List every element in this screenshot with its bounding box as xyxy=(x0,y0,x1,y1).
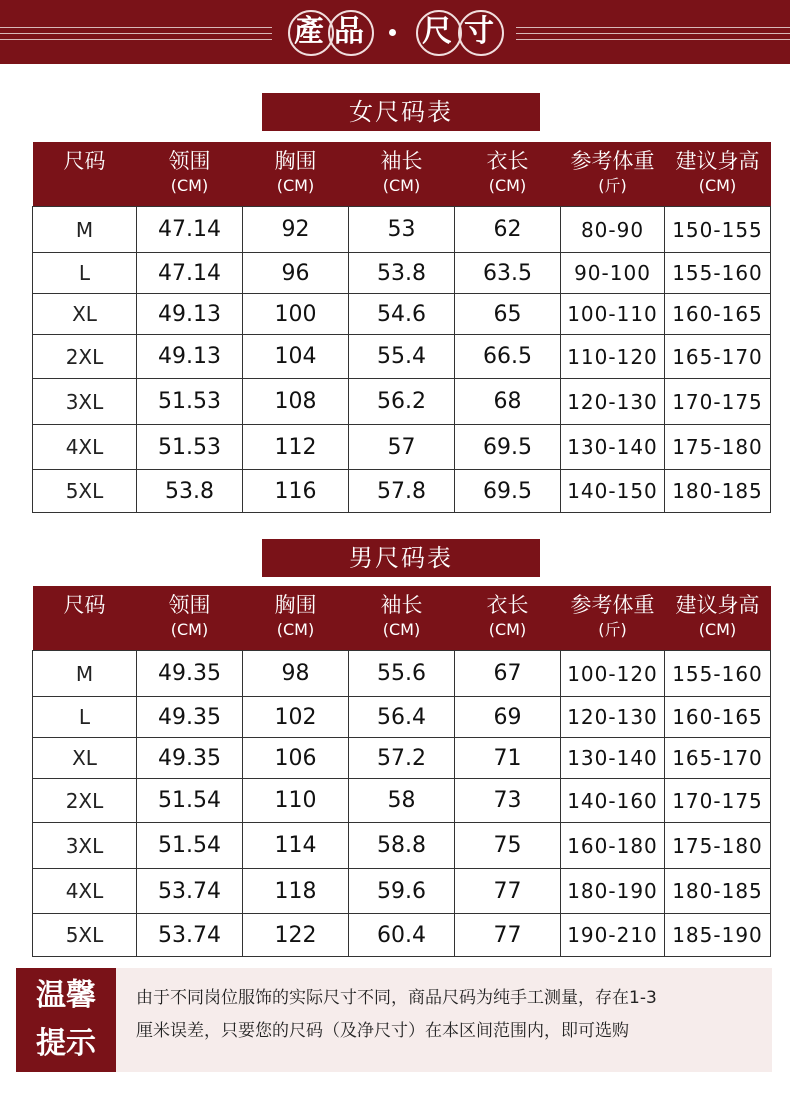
table-cell: 58 xyxy=(349,779,455,823)
table-cell: 77 xyxy=(455,914,561,957)
table-cell: 165-170 xyxy=(665,738,771,779)
table-cell: 51.53 xyxy=(137,425,243,470)
table-cell: 47.14 xyxy=(137,253,243,294)
table-cell: 106 xyxy=(243,738,349,779)
table-cell: 53.74 xyxy=(137,914,243,957)
table-cell: 2XL xyxy=(33,335,137,379)
table-cell: 2XL xyxy=(33,779,137,823)
column-header-unit: (CM) xyxy=(382,176,421,195)
column-header-label: 参考体重 xyxy=(570,149,655,173)
table-cell: 63.5 xyxy=(455,253,561,294)
table-cell: 185-190 xyxy=(665,914,771,957)
column-header xyxy=(243,586,349,651)
table-cell: 55.6 xyxy=(349,651,455,697)
header-divider xyxy=(516,33,790,34)
table-cell: 4XL xyxy=(33,425,137,470)
table-row xyxy=(33,738,771,779)
table-cell: 122 xyxy=(243,914,349,957)
table-cell: 67 xyxy=(455,651,561,697)
table-cell: 155-160 xyxy=(665,253,771,294)
table-cell: 47.14 xyxy=(137,207,243,253)
table-row xyxy=(33,379,771,425)
table-cell: 120-130 xyxy=(561,697,665,738)
column-header-label: 尺码 xyxy=(63,149,106,173)
column-header xyxy=(33,142,137,207)
column-header xyxy=(561,142,665,207)
table-cell: 59.6 xyxy=(349,869,455,914)
column-header-label: 袖长 xyxy=(380,593,423,617)
table-row xyxy=(33,697,771,738)
table-cell: 53 xyxy=(349,207,455,253)
table-cell: 80-90 xyxy=(561,207,665,253)
table-cell: XL xyxy=(33,738,137,779)
table-cell: 51.54 xyxy=(137,823,243,869)
tips-label-line: 提示 xyxy=(36,1026,96,1061)
header-dot xyxy=(389,29,396,36)
column-header-label: 尺码 xyxy=(63,593,106,617)
table-cell: 71 xyxy=(455,738,561,779)
column-header-label: 袖长 xyxy=(380,149,423,173)
table-cell: 77 xyxy=(455,869,561,914)
men-size-chart-title: 男尺码表 xyxy=(262,539,540,577)
table-cell: 112 xyxy=(243,425,349,470)
table-cell: 120-130 xyxy=(561,379,665,425)
table-cell: 69.5 xyxy=(455,425,561,470)
table-cell: 65 xyxy=(455,294,561,335)
column-header-unit: (CM) xyxy=(488,620,527,639)
table-cell: 58.8 xyxy=(349,823,455,869)
table-cell: 175-180 xyxy=(665,823,771,869)
table-cell: 49.35 xyxy=(137,738,243,779)
column-header xyxy=(665,142,771,207)
tips-text-line: 厘米误差，只要您的尺码（及净尺寸）在本区间范围内，即可选购 xyxy=(136,1021,629,1041)
table-cell: 104 xyxy=(243,335,349,379)
table-cell: 180-185 xyxy=(665,869,771,914)
table-cell: L xyxy=(33,697,137,738)
table-cell: 53.8 xyxy=(349,253,455,294)
table-cell: 5XL xyxy=(33,914,137,957)
header-divider xyxy=(516,39,790,40)
table-cell: 175-180 xyxy=(665,425,771,470)
tips-label xyxy=(16,968,116,1072)
table-header-row xyxy=(33,142,771,207)
table-cell: 114 xyxy=(243,823,349,869)
table-cell: XL xyxy=(33,294,137,335)
table-cell: 108 xyxy=(243,379,349,425)
header-divider xyxy=(0,27,272,28)
table-row xyxy=(33,869,771,914)
table-cell: 3XL xyxy=(33,823,137,869)
table-row xyxy=(33,651,771,697)
table-cell: 96 xyxy=(243,253,349,294)
table-cell: 180-185 xyxy=(665,470,771,513)
table-cell: 51.53 xyxy=(137,379,243,425)
column-header-label: 衣长 xyxy=(486,149,529,173)
table-cell: 190-210 xyxy=(561,914,665,957)
table-cell: 75 xyxy=(455,823,561,869)
table-cell: 3XL xyxy=(33,379,137,425)
table-cell: 49.35 xyxy=(137,651,243,697)
column-header xyxy=(349,142,455,207)
header-bar xyxy=(0,0,790,64)
column-header-label: 衣长 xyxy=(486,593,529,617)
table-cell: 57.2 xyxy=(349,738,455,779)
table-cell: 140-160 xyxy=(561,779,665,823)
table-cell: 140-150 xyxy=(561,470,665,513)
column-header xyxy=(349,586,455,651)
table-cell: 130-140 xyxy=(561,738,665,779)
column-header-label: 胸围 xyxy=(274,593,317,617)
column-header xyxy=(137,586,243,651)
table-cell: 56.4 xyxy=(349,697,455,738)
column-header xyxy=(455,142,561,207)
table-cell: 54.6 xyxy=(349,294,455,335)
table-row xyxy=(33,823,771,869)
men-size-table xyxy=(32,586,771,957)
table-cell: M xyxy=(33,651,137,697)
column-header-label: 领围 xyxy=(168,593,211,617)
table-cell: 165-170 xyxy=(665,335,771,379)
table-cell: 118 xyxy=(243,869,349,914)
table-cell: 170-175 xyxy=(665,379,771,425)
table-cell: 66.5 xyxy=(455,335,561,379)
column-header-label: 参考体重 xyxy=(570,593,655,617)
table-cell: 160-165 xyxy=(665,294,771,335)
table-cell: 68 xyxy=(455,379,561,425)
table-cell: 57.8 xyxy=(349,470,455,513)
table-cell: 180-190 xyxy=(561,869,665,914)
table-cell: 69.5 xyxy=(455,470,561,513)
table-cell: 53.74 xyxy=(137,869,243,914)
column-header-unit: (CM) xyxy=(698,620,737,639)
column-header xyxy=(455,586,561,651)
tips-box xyxy=(16,968,772,1072)
column-header-label: 领围 xyxy=(168,149,211,173)
table-cell: 60.4 xyxy=(349,914,455,957)
column-header-unit: (CM) xyxy=(170,176,209,195)
tips-text-line: 由于不同岗位服饰的实际尺寸不同，商品尺码为纯手工测量，存在1-3 xyxy=(136,988,657,1008)
table-cell: 56.2 xyxy=(349,379,455,425)
header-char: 尺 xyxy=(422,14,452,49)
column-header-unit: (斤) xyxy=(598,176,627,195)
table-cell: 170-175 xyxy=(665,779,771,823)
table-cell: 116 xyxy=(243,470,349,513)
table-row xyxy=(33,294,771,335)
table-cell: 57 xyxy=(349,425,455,470)
table-cell: L xyxy=(33,253,137,294)
table-cell: 49.35 xyxy=(137,697,243,738)
table-cell: 110 xyxy=(243,779,349,823)
column-header xyxy=(665,586,771,651)
table-cell: 49.13 xyxy=(137,335,243,379)
table-cell: 55.4 xyxy=(349,335,455,379)
table-header-row xyxy=(33,586,771,651)
column-header-unit: (CM) xyxy=(698,176,737,195)
table-cell: 49.13 xyxy=(137,294,243,335)
table-row xyxy=(33,335,771,379)
column-header-unit: (CM) xyxy=(382,620,421,639)
table-row xyxy=(33,425,771,470)
column-header-unit: (CM) xyxy=(276,620,315,639)
column-header xyxy=(33,586,137,651)
tips-label-line: 温馨 xyxy=(36,978,96,1013)
table-cell: 92 xyxy=(243,207,349,253)
column-header-unit: (CM) xyxy=(276,176,315,195)
table-cell: 98 xyxy=(243,651,349,697)
column-header-label: 胸围 xyxy=(274,149,317,173)
header-char: 產 xyxy=(294,14,324,49)
table-row xyxy=(33,779,771,823)
table-cell: 160-165 xyxy=(665,697,771,738)
column-header xyxy=(561,586,665,651)
table-cell: 53.8 xyxy=(137,470,243,513)
table-cell: 51.54 xyxy=(137,779,243,823)
column-header xyxy=(137,142,243,207)
table-cell: 155-160 xyxy=(665,651,771,697)
women-size-chart-title: 女尺码表 xyxy=(262,93,540,131)
table-cell: 69 xyxy=(455,697,561,738)
table-cell: 5XL xyxy=(33,470,137,513)
table-cell: 62 xyxy=(455,207,561,253)
table-cell: 102 xyxy=(243,697,349,738)
column-header-unit: (斤) xyxy=(598,620,627,639)
column-header-unit: (CM) xyxy=(170,620,209,639)
table-cell: 150-155 xyxy=(665,207,771,253)
column-header-label: 建议身高 xyxy=(675,149,760,173)
table-row xyxy=(33,253,771,294)
table-cell: M xyxy=(33,207,137,253)
table-cell: 90-100 xyxy=(561,253,665,294)
header-divider xyxy=(0,33,272,34)
header-char: 品 xyxy=(334,14,364,49)
table-cell: 110-120 xyxy=(561,335,665,379)
tips-text xyxy=(136,982,766,1048)
table-cell: 4XL xyxy=(33,869,137,914)
table-row xyxy=(33,914,771,957)
column-header-unit: (CM) xyxy=(488,176,527,195)
table-cell: 130-140 xyxy=(561,425,665,470)
column-header xyxy=(243,142,349,207)
women-size-table xyxy=(32,142,771,513)
header-divider xyxy=(0,39,272,40)
header-divider xyxy=(516,27,790,28)
table-cell: 100-120 xyxy=(561,651,665,697)
table-cell: 160-180 xyxy=(561,823,665,869)
header-char: 寸 xyxy=(464,14,494,49)
table-row xyxy=(33,207,771,253)
table-cell: 73 xyxy=(455,779,561,823)
table-row xyxy=(33,470,771,513)
column-header-label: 建议身高 xyxy=(675,593,760,617)
table-cell: 100-110 xyxy=(561,294,665,335)
table-cell: 100 xyxy=(243,294,349,335)
